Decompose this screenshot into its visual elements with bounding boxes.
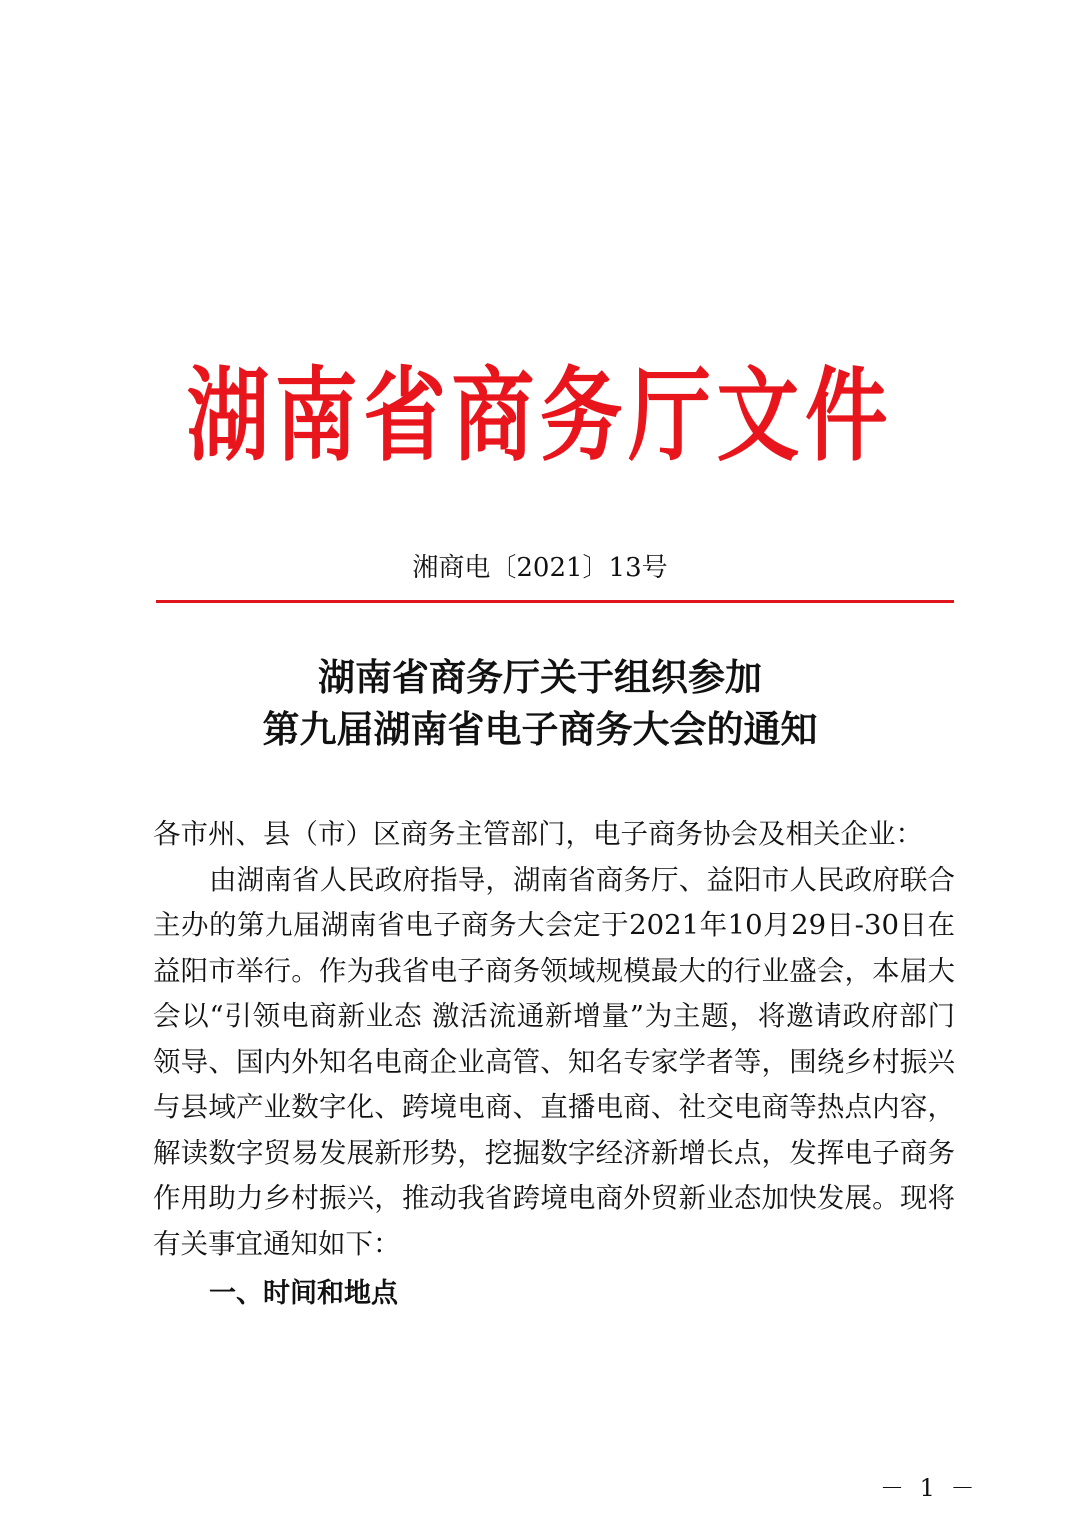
document-number: 湘商电〔2021〕13号 [412, 553, 668, 583]
document-body [153, 812, 955, 1317]
document-masthead: 湖南省商务厅文件 [186, 358, 894, 476]
salutation: 各市州、县（市）区商务主管部门，电子商务协会及相关企业： [153, 818, 923, 850]
title-line-2: 第九届湖南省电子商务大会的通知 [262, 708, 818, 751]
page-number: － 1 － [880, 1474, 979, 1502]
document-title [150, 652, 930, 756]
title-line-1: 湖南省商务厅关于组织参加 [318, 656, 762, 699]
red-divider-line [156, 600, 954, 603]
body-paragraph: 由湖南省人民政府指导，湖南省商务厅、益阳市人民政府联合主办的第九届湖南省电子商务大会定于2021年10月29日-30日在益阳市举行。作为我省电子商务领域规模最大的行业盛会，本届大会以“引领电商新业态 激活流通新增量”为主题，将邀请政府部门领导、国内外知名电商企业高管、知名专家学者等，围绕乡村振兴与县域产业数字化、跨境电商、直播电商、社交电商等热点内容，解读数字贸易发展新形势，挖掘数字经济新增长点，发挥电子商务作用助力乡村振兴，推动我省跨境电商外贸新业态加快发展。现将有关事宜通知如下： [153, 863, 955, 1260]
section-heading: 一、时间和地点 [209, 1278, 398, 1309]
